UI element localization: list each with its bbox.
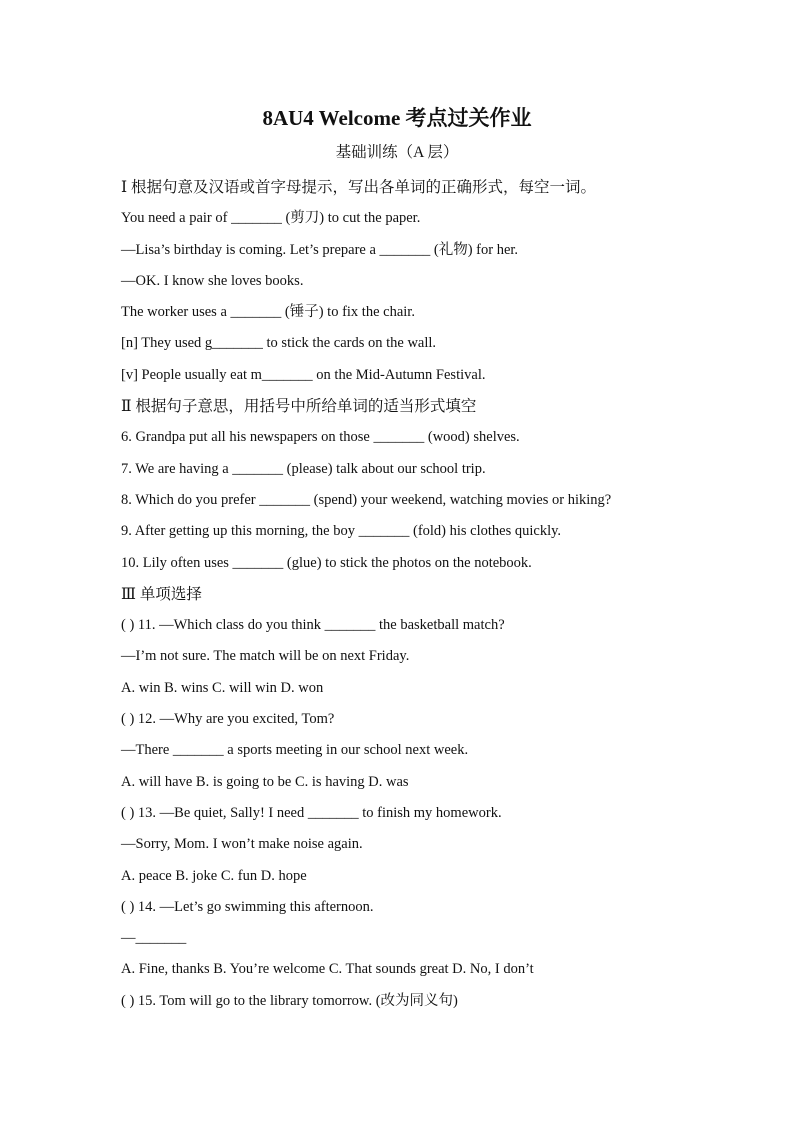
text-line: A. Fine, thanks B. You’re welcome C. That sounds great D. No, I don’t (121, 961, 534, 978)
text-line: —_______ (121, 930, 187, 947)
text-line: [n] They used g_______ to stick the cards on the wall. (121, 335, 437, 352)
page-title: 8AU4 Welcome 考点过关作业 (262, 106, 532, 130)
section-heading: Ⅲ 单项选择 (121, 585, 202, 603)
section-heading: Ⅰ 根据句意及汉语或首字母提示，写出各单词的正确形式，每空一词。 (121, 179, 597, 196)
text-line: ( ) 14. —Let’s go swimming this afternoon. (121, 898, 374, 915)
text-line: 7. We are having a _______ (please) talk about our school trip. (121, 460, 486, 477)
text-line: —Lisa’s birthday is coming. Let’s prepare a _______ (礼物) for her. (121, 241, 519, 258)
text-line: —I’m not sure. The match will be on next Friday. (121, 648, 410, 665)
text-line: A. peace B. joke C. fun D. hope (121, 867, 307, 884)
text-line: 10. Lily often uses _______ (glue) to stick the photos on the notebook. (121, 554, 532, 571)
text-line: ( ) 11. —Which class do you think _______ the basketball match? (121, 617, 505, 634)
text-line: 9. After getting up this morning, the boy _______ (fold) his clothes quickly. (121, 523, 562, 540)
document-body (121, 172, 681, 1017)
text-line: —Sorry, Mom. I won’t make noise again. (121, 836, 363, 853)
text-line: A. win B. wins C. will win D. won (121, 679, 324, 696)
text-line: 8. Which do you prefer _______ (spend) your weekend, watching movies or hiking? (121, 491, 612, 508)
text-line: —OK. I know she loves books. (121, 272, 304, 289)
text-line: You need a pair of _______ (剪刀) to cut the paper. (121, 210, 421, 227)
text-line: ( ) 12. —Why are you excited, Tom? (121, 711, 335, 728)
text-line: ( ) 13. —Be quiet, Sally! I need _______ to finish my homework. (121, 804, 502, 821)
section-heading: Ⅱ 根据句子意思，用括号中所给单词的适当形式填空 (121, 398, 477, 416)
text-line: The worker uses a _______ (锤子) to fix the chair. (121, 304, 415, 321)
text-line: [v] People usually eat m_______ on the Mid-Autumn Festival. (121, 366, 486, 383)
text-line: 6. Grandpa put all his newspapers on those _______ (wood) shelves. (121, 429, 520, 446)
page-subtitle: 基础训练（A 层） (335, 144, 459, 161)
text-line: ( ) 15. Tom will go to the library tomorrow. (改为同义句) (121, 992, 458, 1009)
text-line: A. will have B. is going to be C. is having D. was (121, 773, 409, 790)
text-line: —There _______ a sports meeting in our school next week. (121, 742, 469, 759)
